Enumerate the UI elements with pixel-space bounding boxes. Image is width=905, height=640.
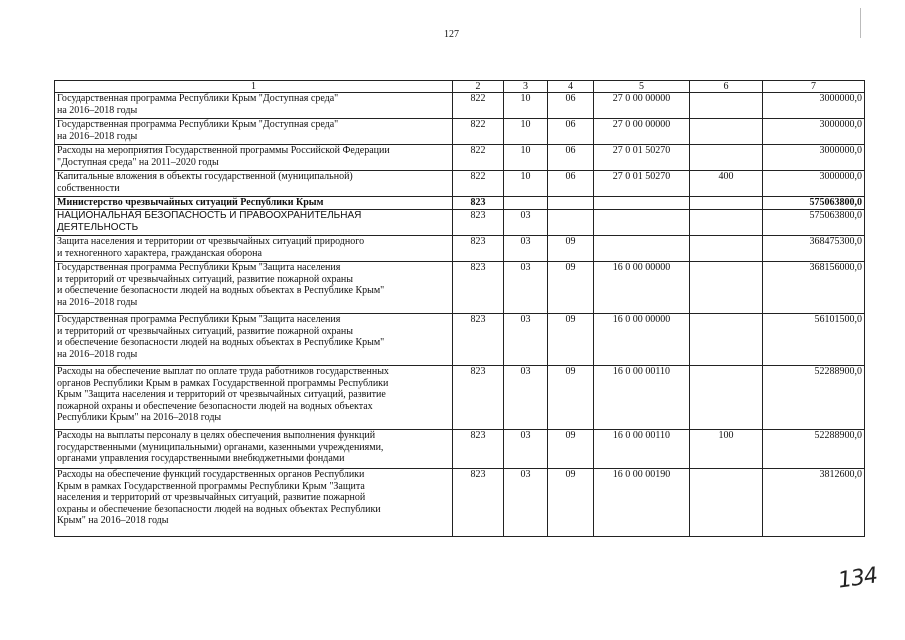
row-name: НАЦИОНАЛЬНАЯ БЕЗОПАСНОСТЬ И ПРАВООХРАНИТЕЛЬНАЯ ДЕЯТЕЛЬНОСТЬ	[55, 210, 453, 236]
row-code-ministry: 822	[453, 93, 504, 119]
row-code-target: 27 0 00 00000	[594, 119, 690, 145]
row-name: Капитальные вложения в объекты государственной (муниципальной) собственности	[55, 171, 453, 197]
row-code-target	[594, 197, 690, 210]
row-code-ministry: 823	[453, 197, 504, 210]
row-name: Расходы на мероприятия Государственной программы Российской Федерации "Доступная среда" на 2011–2020 годы	[55, 145, 453, 171]
row-code-section: 03	[504, 430, 548, 469]
table-row	[55, 430, 865, 469]
row-amount: 3000000,0	[763, 93, 865, 119]
row-code-ministry: 823	[453, 430, 504, 469]
row-name: Расходы на обеспечение выплат по оплате труда работников государственных органов Республики Крым в рамках Государственной программы Республики Крым "Защита населения и территорий от чрезвычайных ситуаций, развитие пожарной охраны и обеспечение безопасности людей на водных объектах Республики Крым" на 2016–2018 годы	[55, 366, 453, 430]
row-code-target	[594, 236, 690, 262]
row-code-expense-type	[690, 197, 763, 210]
row-code-ministry: 822	[453, 171, 504, 197]
column-header-2: 2	[453, 81, 504, 93]
row-code-target: 16 0 00 00110	[594, 366, 690, 430]
margin-line	[860, 8, 861, 38]
row-code-subsection: 09	[548, 469, 594, 537]
row-code-section: 10	[504, 93, 548, 119]
table-row	[55, 119, 865, 145]
row-code-ministry: 823	[453, 262, 504, 314]
table-row	[55, 145, 865, 171]
table-row	[55, 314, 865, 366]
row-amount: 368475300,0	[763, 236, 865, 262]
budget-table	[54, 80, 865, 537]
table-row	[55, 366, 865, 430]
row-code-expense-type	[690, 262, 763, 314]
row-code-section: 03	[504, 210, 548, 236]
row-code-subsection: 06	[548, 145, 594, 171]
row-code-target: 16 0 00 00110	[594, 430, 690, 469]
handwritten-page-number: 134	[836, 563, 879, 594]
row-code-target: 27 0 01 50270	[594, 145, 690, 171]
row-code-ministry: 823	[453, 210, 504, 236]
table-row	[55, 210, 865, 236]
row-code-section: 03	[504, 314, 548, 366]
row-code-subsection: 09	[548, 236, 594, 262]
table-row	[55, 171, 865, 197]
row-code-section: 03	[504, 366, 548, 430]
row-amount: 52288900,0	[763, 430, 865, 469]
row-code-expense-type	[690, 314, 763, 366]
row-amount: 575063800,0	[763, 210, 865, 236]
row-code-section: 10	[504, 171, 548, 197]
row-code-expense-type: 100	[690, 430, 763, 469]
table-body	[55, 93, 865, 537]
row-amount: 3000000,0	[763, 145, 865, 171]
row-name: Государственная программа Республики Крым "Защита населения и территорий от чрезвычайных ситуаций, развитие пожарной охраны и обеспечение безопасности людей на водных объектах в Республике Крым" на 2016–2018 годы	[55, 314, 453, 366]
row-amount: 368156000,0	[763, 262, 865, 314]
row-code-subsection: 09	[548, 366, 594, 430]
row-code-subsection	[548, 197, 594, 210]
row-code-expense-type	[690, 93, 763, 119]
page-number: 127	[444, 29, 459, 40]
row-code-expense-type	[690, 366, 763, 430]
column-header-3: 3	[504, 81, 548, 93]
row-code-subsection	[548, 210, 594, 236]
row-amount: 3812600,0	[763, 469, 865, 537]
row-code-section: 10	[504, 119, 548, 145]
row-name: Государственная программа Республики Крым "Доступная среда" на 2016–2018 годы	[55, 93, 453, 119]
row-code-ministry: 823	[453, 236, 504, 262]
row-code-subsection: 06	[548, 93, 594, 119]
row-name: Министерство чрезвычайных ситуаций Республики Крым	[55, 197, 453, 210]
row-code-ministry: 822	[453, 145, 504, 171]
row-code-expense-type: 400	[690, 171, 763, 197]
row-code-subsection: 06	[548, 171, 594, 197]
column-header-5: 5	[594, 81, 690, 93]
table-row	[55, 236, 865, 262]
row-code-ministry: 823	[453, 366, 504, 430]
table-row	[55, 469, 865, 537]
row-name: Государственная программа Республики Крым "Доступная среда" на 2016–2018 годы	[55, 119, 453, 145]
row-code-expense-type	[690, 145, 763, 171]
table-row	[55, 262, 865, 314]
row-code-section: 10	[504, 145, 548, 171]
table-row	[55, 197, 865, 210]
row-code-target: 27 0 00 00000	[594, 93, 690, 119]
row-code-ministry: 823	[453, 314, 504, 366]
row-code-expense-type	[690, 210, 763, 236]
row-code-expense-type	[690, 469, 763, 537]
row-code-target: 16 0 00 00000	[594, 314, 690, 366]
row-code-section: 03	[504, 262, 548, 314]
row-code-ministry: 823	[453, 469, 504, 537]
row-code-expense-type	[690, 119, 763, 145]
row-code-section: 03	[504, 469, 548, 537]
row-amount: 56101500,0	[763, 314, 865, 366]
column-header-7: 7	[763, 81, 865, 93]
row-code-target: 27 0 01 50270	[594, 171, 690, 197]
row-code-expense-type	[690, 236, 763, 262]
row-name: Защита населения и территории от чрезвычайных ситуаций природного и техногенного характера, гражданская оборона	[55, 236, 453, 262]
row-code-target: 16 0 00 00000	[594, 262, 690, 314]
row-code-section: 03	[504, 236, 548, 262]
row-name: Расходы на выплаты персоналу в целях обеспечения выполнения функций государственными (муниципальными) органами, казенными учреждениями, органами управления государственными внебюджетными фондами	[55, 430, 453, 469]
row-amount: 3000000,0	[763, 119, 865, 145]
row-name: Государственная программа Республики Крым "Защита населения и территорий от чрезвычайных ситуаций, развитие пожарной охраны и обеспечение безопасности людей на водных объектах в Республике Крым" на 2016–2018 годы	[55, 262, 453, 314]
column-header-4: 4	[548, 81, 594, 93]
row-code-subsection: 09	[548, 314, 594, 366]
row-code-subsection: 09	[548, 430, 594, 469]
row-code-subsection: 09	[548, 262, 594, 314]
row-amount: 575063800,0	[763, 197, 865, 210]
column-header-1: 1	[55, 81, 453, 93]
row-code-target	[594, 210, 690, 236]
row-amount: 3000000,0	[763, 171, 865, 197]
row-code-ministry: 822	[453, 119, 504, 145]
column-header-6: 6	[690, 81, 763, 93]
row-code-target: 16 0 00 00190	[594, 469, 690, 537]
row-code-section	[504, 197, 548, 210]
row-amount: 52288900,0	[763, 366, 865, 430]
table-row	[55, 93, 865, 119]
row-name: Расходы на обеспечение функций государственных органов Республики Крым в рамках Государственной программы Республики Крым "Защита населения и территорий от чрезвычайных ситуаций, развитие пожарной охраны и обеспечение безопасности людей на водных объектах Республики Крым" на 2016–2018 годы	[55, 469, 453, 537]
column-number-row	[55, 81, 865, 93]
row-code-subsection: 06	[548, 119, 594, 145]
